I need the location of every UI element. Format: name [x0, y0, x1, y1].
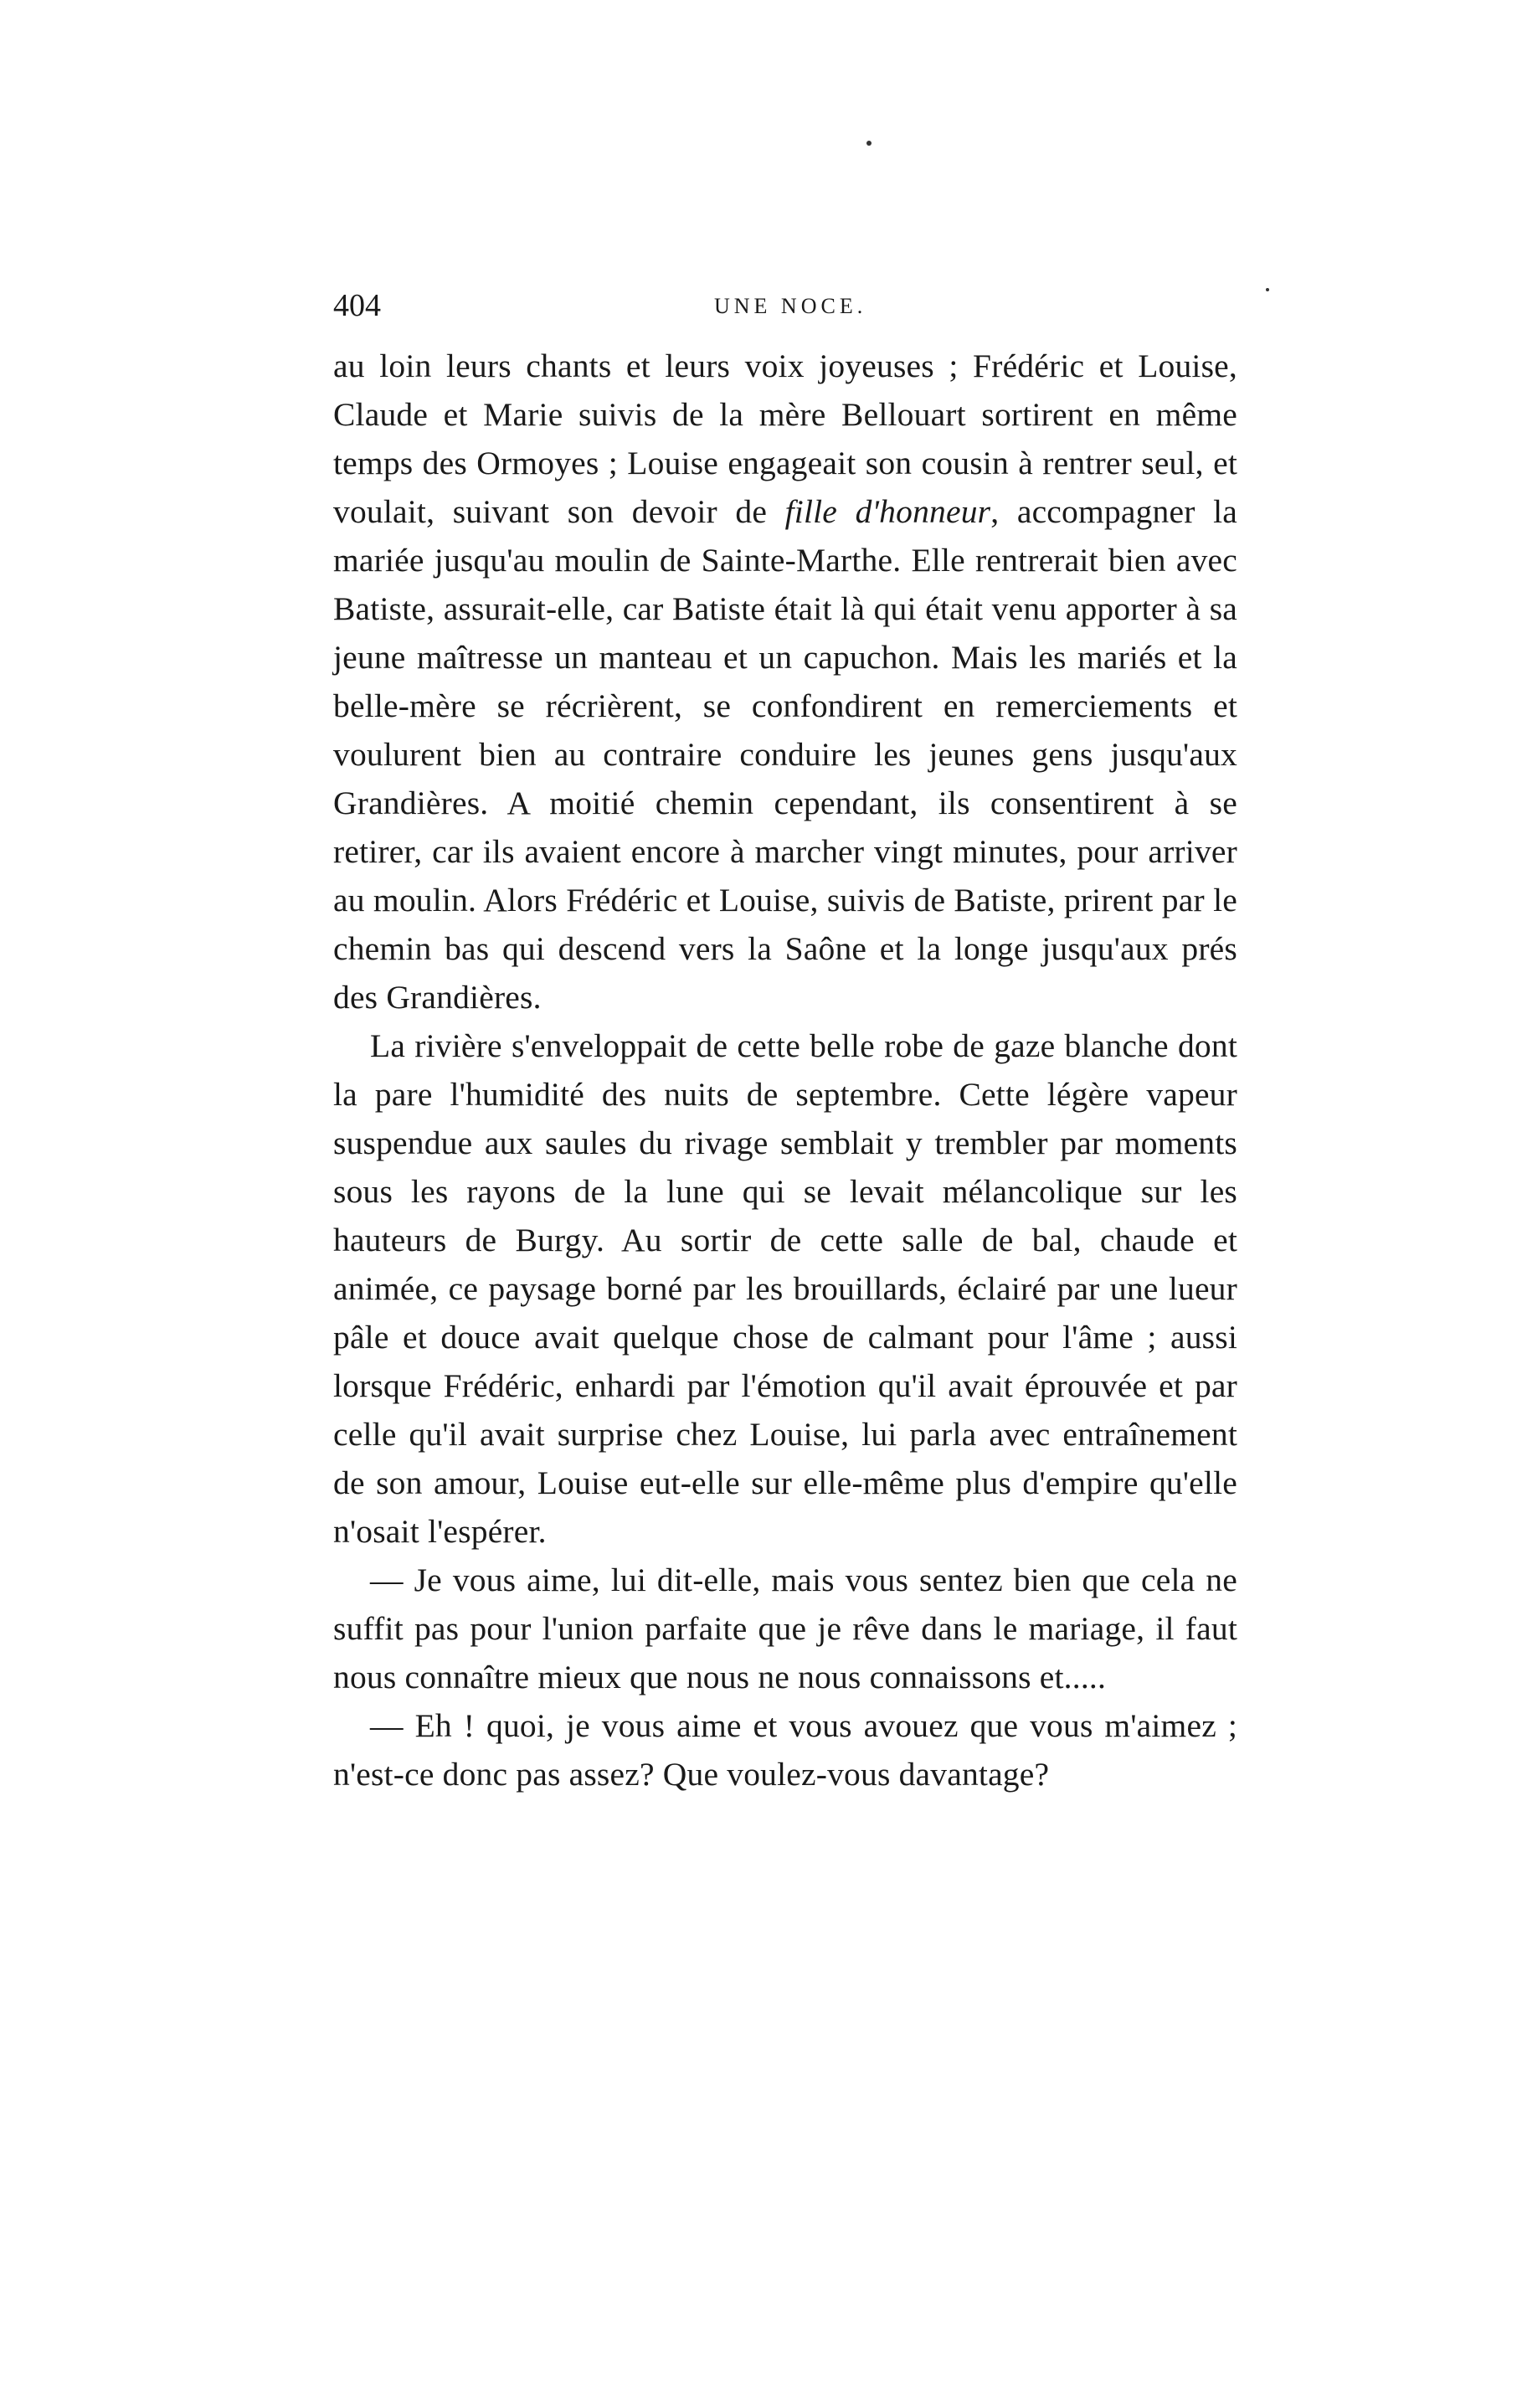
paragraph-1: [333, 342, 1237, 1021]
paragraph-2: La rivière s'enveloppait de cette belle robe de gaze blanche dont la pare l'humidité des nuits de septembre. Cette légère vapeur suspendue aux saules du rivage semblait y trembler par moments sous les rayons de la lune qui se levait mélancolique sur les hauteurs de Burgy. Au sortir de cette salle de bal, chaude et animée, ce paysage borné par les brouillards, éclairé par une lueur pâle et douce avait quelque chose de calmant pour l'âme ; aussi lorsque Frédéric, enhardi par l'émotion qu'il avait éprouvée et par celle qu'il avait surprise chez Louise, lui parla avec entraînement de son amour, Louise eut-elle sur elle-même plus d'empire qu'elle n'osait l'espérer.: [333, 1027, 1237, 1550]
paragraph-1-text-start: au loin leurs chants et leurs voix joyeuses ; Frédéric et Louise, Claude et Marie suivis de la mère Bellouart sortirent en même temps des Ormoyes ; Louise engageait son cousin à rentrer seul, et voulait, suivant son devoir de: [333, 347, 1237, 530]
page-number: 404: [333, 288, 381, 323]
paragraph-4-dialogue: — Eh ! quoi, je vous aime et vous avouez que vous m'aimez ; n'est-ce donc pas assez? Que voulez-vous davantage?: [333, 1707, 1237, 1793]
paragraph-1-italic-phrase: fille d'honneur: [784, 493, 991, 530]
paragraph-1-text-end: , accompagner la mariée jusqu'au moulin de Sainte-Marthe. Elle rentrerait bien avec Batiste, assurait-elle, car Batiste était là qui était venu apporter à sa jeune maîtresse un manteau et un capuchon. Mais les mariés et la belle-mère se récrièrent, se confondirent en remerciements et voulurent bien au contraire conduire les jeunes gens jusqu'aux Grandières. A moitié chemin cependant, ils consentirent à se retirer, car ils avaient encore à marcher vingt minutes, pour arriver au moulin. Alors Frédéric et Louise, suivis de Batiste, prirent par le chemin bas qui descend vers la Saône et la longe jusqu'aux prés des Grandières.: [333, 493, 1238, 1016]
running-title: UNE NOCE.: [714, 294, 867, 318]
ink-speck: [866, 141, 872, 146]
paragraph-3-dialogue: — Je vous aime, lui dit-elle, mais vous sentez bien que cela ne suffit pas pour l'union parfaite que je rêve dans le mariage, il faut nous connaître mieux que nous ne nous connaissons et.....: [333, 1562, 1237, 1695]
body-text: [333, 342, 1237, 1798]
ink-speck: [1266, 288, 1269, 291]
running-head: [333, 280, 1254, 331]
